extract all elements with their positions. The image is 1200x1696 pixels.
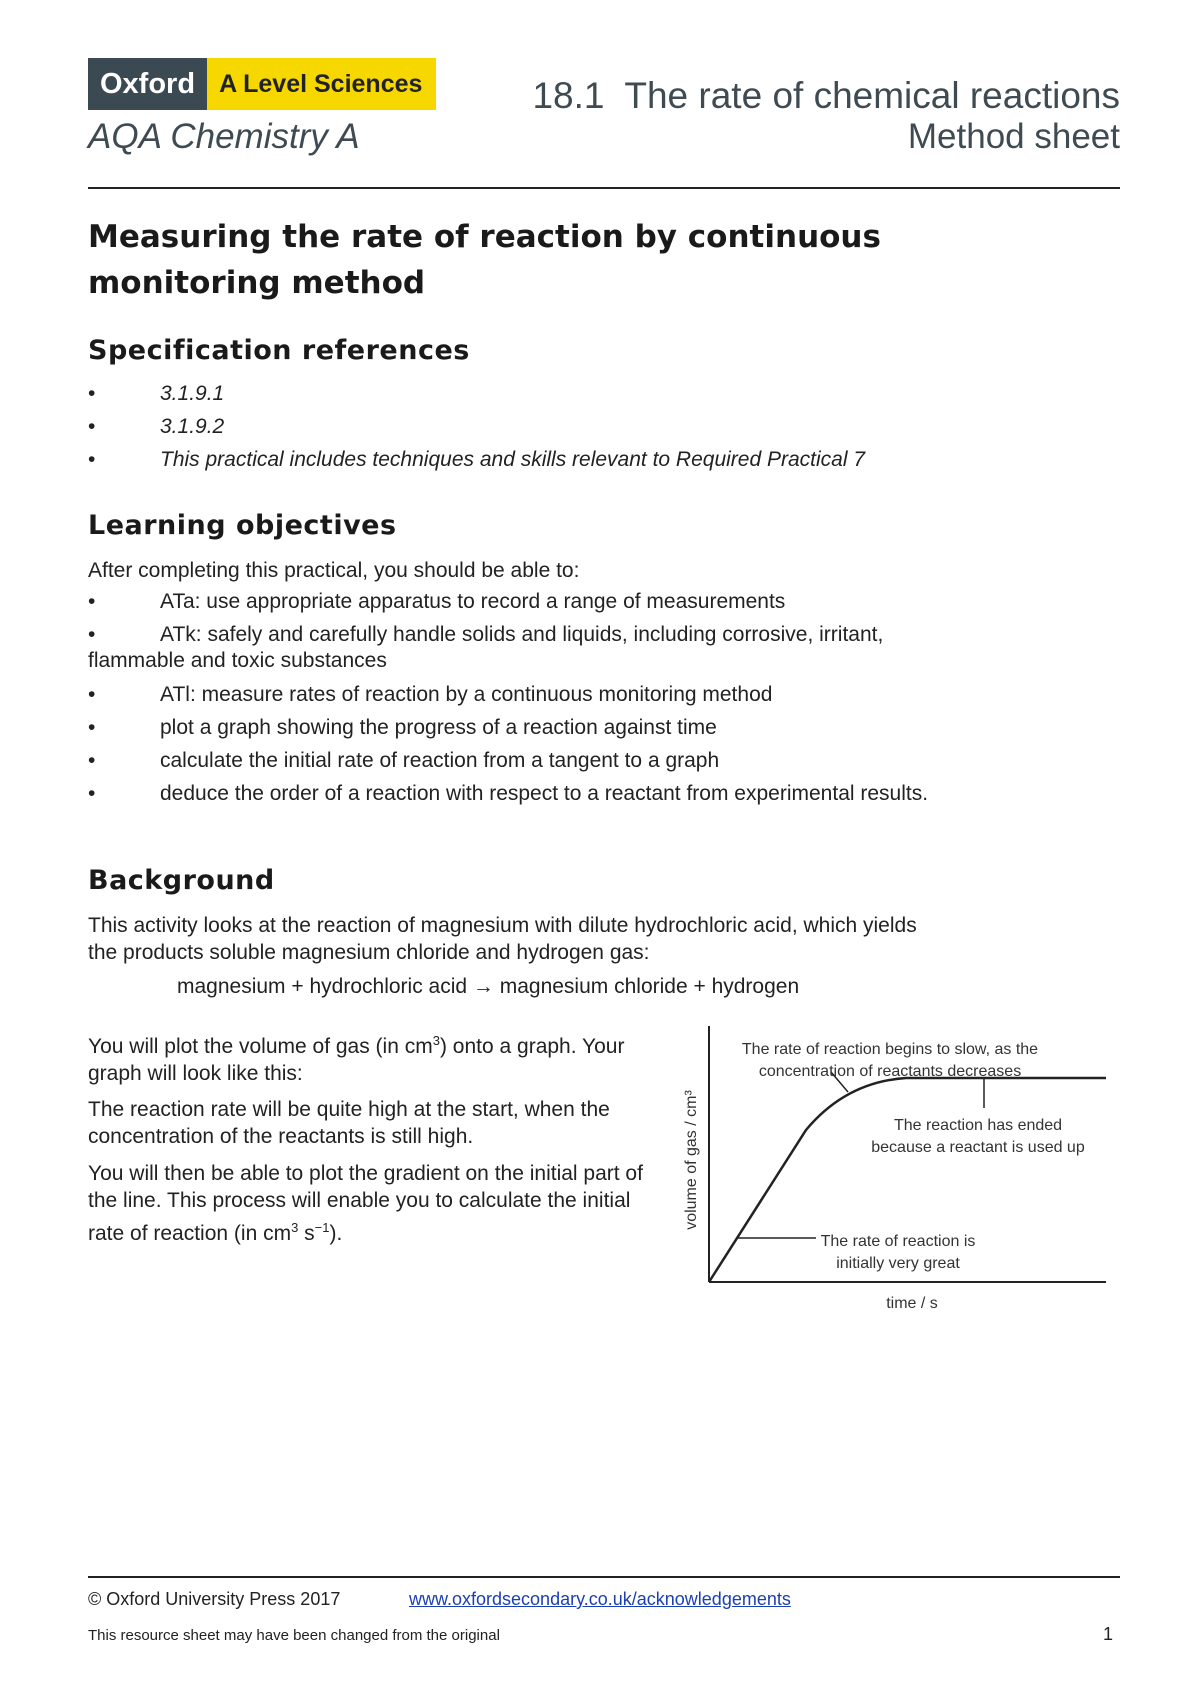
header-rule	[88, 187, 1120, 189]
acknowledgements-link[interactable]: www.oxfordsecondary.co.uk/acknowledgements	[409, 1589, 791, 1609]
background-rate-note: The reaction rate will be quite high at the start, when the concentration of the reactants is still high.	[88, 1098, 610, 1148]
footer-note: This resource sheet may have been changed from the original	[88, 1627, 500, 1644]
annotation-slow-1: The rate of reaction begins to slow, as the	[741, 1041, 1039, 1058]
spec-item: • This practical includes techniques and skills relevant to Required Practical 7	[88, 448, 866, 471]
background-intro: This activity looks at the reaction of magnesium with dilute hydrochloric acid, which yields the products soluble magnesium chloride and hydrogen gas:	[88, 914, 917, 964]
page-number: 1	[1103, 1624, 1114, 1644]
background-heading: Background	[88, 865, 275, 896]
annotation-slow-2: concentration of reactants decreases	[758, 1063, 1022, 1080]
y-axis-label: volume of gas / cm³	[683, 1090, 700, 1230]
logo-oxford: Oxford	[88, 58, 207, 110]
spec-item: • 3.1.9.2	[88, 415, 225, 438]
sheet-type: Method sheet	[907, 117, 1120, 156]
annotation-start-2: initially very great	[836, 1255, 960, 1272]
rate-graph	[676, 1020, 1116, 1320]
objective-item: • calculate the initial rate of reaction from a tangent to a graph	[88, 749, 720, 772]
logo-a-level-sciences: A Level Sciences	[207, 58, 436, 110]
objective-item: • deduce the order of a reaction with respect to a reactant from experimental results.	[88, 782, 929, 805]
objective-item: • ATk: safely and carefully handle solids and liquids, including corrosive, irritant, flammable and toxic substances	[88, 623, 884, 672]
reaction-curve	[709, 1078, 1106, 1282]
objective-item: • plot a graph showing the progress of a reaction against time	[88, 716, 717, 739]
word-equation: magnesium + hydrochloric acid → magnesium chloride + hydrogen	[177, 975, 800, 998]
annotation-start-1: The rate of reaction is	[820, 1233, 976, 1250]
background-graph-intro: You will plot the volume of gas (in $cm^3$) onto a graph. Your graph will look like this:	[88, 1033, 625, 1085]
objectives-intro: After completing this practical, you should be able to:	[88, 559, 580, 582]
logo	[88, 58, 436, 110]
spec-heading: Specification references	[88, 335, 470, 366]
page-title: Measuring the rate of reaction by continuous monitoring method	[88, 219, 881, 301]
subject-title: AQA Chemistry A	[88, 117, 360, 156]
chapter-title: 18.1 The rate of chemical reactions	[532, 75, 1120, 116]
annotation-end-2: because a reactant is used up	[871, 1139, 1085, 1156]
annotation-end-1: The reaction has ended	[893, 1117, 1063, 1134]
spec-item: • 3.1.9.1	[88, 382, 225, 405]
footer-rule	[88, 1576, 1120, 1578]
copyright: © Oxford University Press 2017	[88, 1589, 341, 1609]
objective-item: • ATl: measure rates of reaction by a continuous monitoring method	[88, 683, 773, 706]
objective-item: • ATa: use appropriate apparatus to record a range of measurements	[88, 590, 786, 613]
x-axis-label: time / s	[886, 1295, 938, 1312]
background-gradient-note: You will then be able to plot the gradient on the initial part of the line. This process will enable you to calculate the initial rate of reaction (in $cm^3$ $s^{-1}$).	[88, 1162, 643, 1245]
objectives-heading: Learning objectives	[88, 510, 397, 541]
